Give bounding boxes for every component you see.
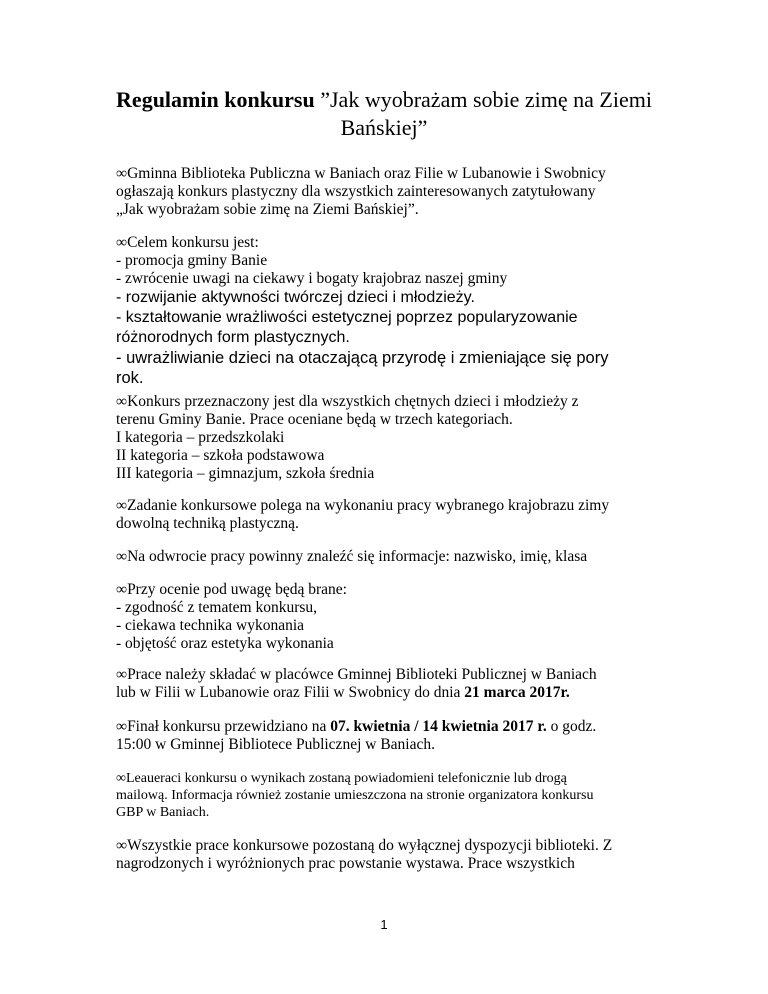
paragraph-ownership <box>116 837 676 873</box>
bullet-icon: ∞ <box>116 234 128 251</box>
paragraph-line: lub w Filii w Lubanowie oraz Filii w Swobnicy do dnia 21 marca 2017r. <box>116 684 570 701</box>
title-rest-1: ”Jak wyobrażam sobie zimę na Ziemi <box>314 87 652 112</box>
paragraph-line: ∞Wszystkie prace konkursowe pozostaną do wyłącznej dyspozycji biblioteki. Z <box>116 837 613 854</box>
paragraph-line: „Jak wyobrażam sobie zimę na Ziemi Bańskiej”. <box>116 201 419 218</box>
paragraph-line: ∞Finał konkursu przewidziano na 07. kwietnia / 14 kwietnia 2017 r. o godz. <box>116 718 597 735</box>
bullet-icon: ∞ <box>116 581 128 598</box>
bullet-icon: ∞ <box>116 718 128 735</box>
paragraph-line: nagrodzonych i wyróżnionych prac powstanie wystawa. Prace wszystkich <box>116 855 575 872</box>
paragraph-line: ∞Na odwrocie pracy powinny znaleźć się informacje: nazwisko, imię, klasa <box>116 548 588 565</box>
paragraph-line: ∞Celem konkursu jest: <box>116 234 259 251</box>
list-item: - ciekawa technika wykonania <box>116 617 305 634</box>
page-number: 1 <box>380 917 388 932</box>
category-item: I kategoria – przedszkolaki <box>116 429 285 446</box>
paragraph-criteria <box>116 581 676 653</box>
bullet-icon: ∞ <box>116 497 128 514</box>
bullet-icon: ∞ <box>116 548 128 565</box>
paragraph-line: ∞Zadanie konkursowe polega na wykonaniu pracy wybranego krajobrazu zimy <box>116 497 610 514</box>
bullet-icon: ∞ <box>116 393 128 410</box>
bullet-icon: ∞ <box>116 771 126 786</box>
list-item: rok. <box>116 369 144 387</box>
paragraph-line: ∞Konkurs przeznaczony jest dla wszystkich chętnych dzieci i młodzieży z <box>116 393 579 410</box>
finale-date: 07. kwietnia / 14 kwietnia 2017 r. <box>330 718 547 735</box>
paragraph-line: dowolną techniką plastyczną. <box>116 515 299 532</box>
list-item: - uwrażliwianie dzieci na otaczającą przyrodę i zmieniające się pory <box>116 349 609 367</box>
list-item: różnorodnych form plastycznych. <box>116 329 350 346</box>
paragraph-organizers <box>116 165 676 219</box>
paragraph-line: ∞Prace należy składać w placówce Gminnej Biblioteki Publicznej w Baniach <box>116 666 597 683</box>
list-item: - objętość oraz estetyka wykonania <box>116 635 334 652</box>
paragraph-line: GBP w Baniach. <box>116 805 210 820</box>
paragraph-categories <box>116 393 676 483</box>
category-item: III kategoria – gimnazjum, szkoła średnia <box>116 465 375 482</box>
paragraph-submission <box>116 666 676 702</box>
bullet-icon: ∞ <box>116 837 128 854</box>
paragraph-line: ogłaszają konkurs plastyczny dla wszystkich zainteresowanych zatytułowany <box>116 183 596 200</box>
document-title <box>100 86 668 142</box>
paragraph-notification <box>116 770 676 821</box>
paragraph-line: ∞Gminna Biblioteka Publiczna w Baniach oraz Filie w Lubanowie i Swobnicy <box>116 165 606 182</box>
paragraph-line: 15:00 w Gminnej Bibliotece Publicznej w Baniach. <box>116 736 435 753</box>
paragraph-goals <box>116 234 676 388</box>
list-item: - zwrócenie uwagi na ciekawy i bogaty krajobraz naszej gminy <box>116 270 508 287</box>
list-item: - kształtowanie wrażliwości estetycznej poprzez popularyzowanie <box>116 309 578 326</box>
deadline-date: 21 marca 2017r. <box>464 684 570 701</box>
paragraph-line: ∞Leaueraci konkursu o wynikach zostaną powiadomieni telefonicznie lub drogą <box>116 771 567 786</box>
list-item: - rozwijanie aktywności twórczej dzieci i młodzieży. <box>116 289 475 306</box>
paragraph-line: ∞Przy ocenie pod uwagę będą brane: <box>116 581 347 598</box>
title-line-2: Bańskiej” <box>340 115 428 140</box>
paragraph-task <box>116 497 676 533</box>
bullet-icon: ∞ <box>116 666 128 683</box>
paragraph-backside-info <box>116 548 676 566</box>
paragraph-finale <box>116 718 676 754</box>
list-item: - zgodność z tematem konkursu, <box>116 599 318 616</box>
paragraph-line: terenu Gminy Banie. Prace oceniane będą w trzech kategoriach. <box>116 411 513 428</box>
title-bold: Regulamin konkursu <box>116 87 315 112</box>
title-line-1 <box>100 86 668 114</box>
category-item: II kategoria – szkoła podstawowa <box>116 447 325 464</box>
bullet-icon: ∞ <box>116 165 128 182</box>
paragraph-line: mailową. Informacja również zostanie umieszczona na stronie organizatora konkursu <box>116 788 594 803</box>
list-item: - promocja gminy Banie <box>116 252 268 269</box>
